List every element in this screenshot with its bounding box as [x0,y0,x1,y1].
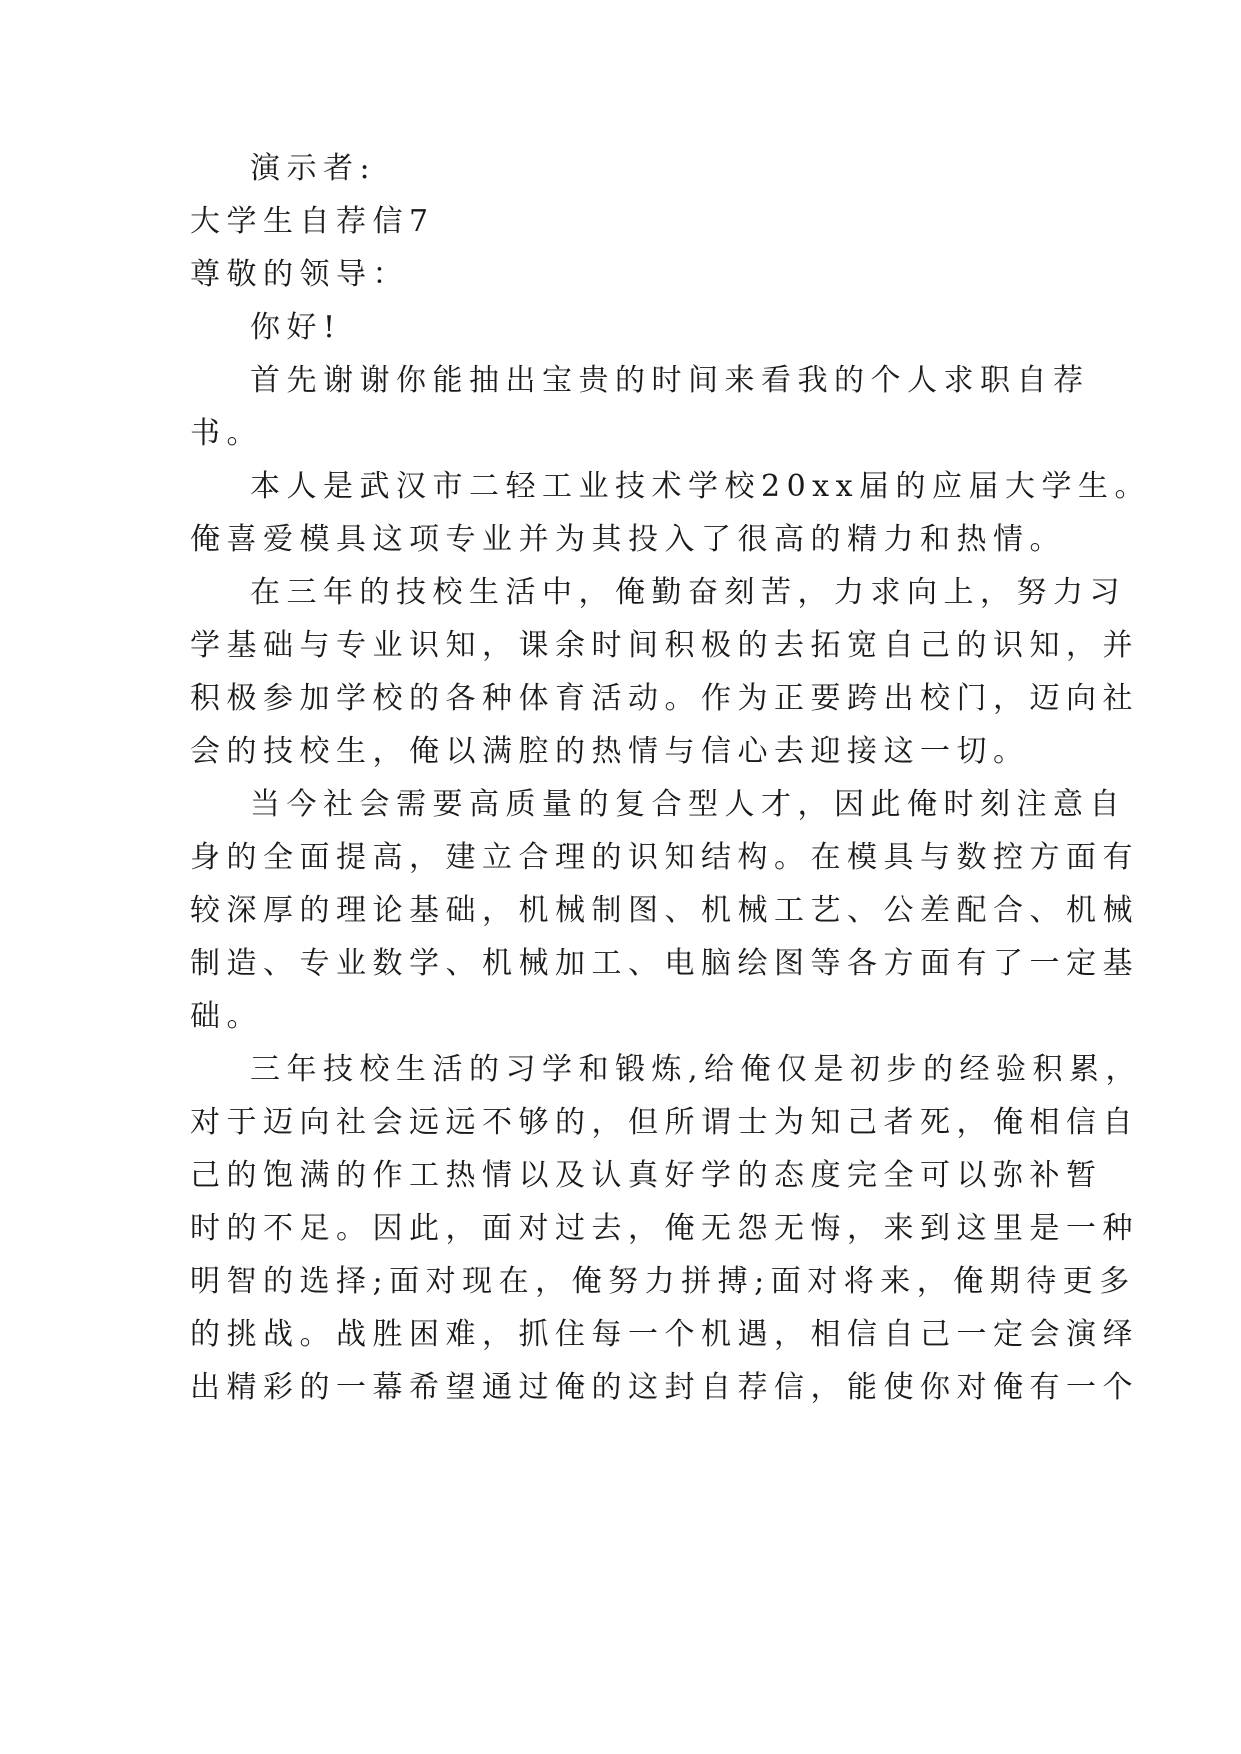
paragraph-line: 出精彩的一幕希望通过俺的这封自荐信，能使你对俺有一个 [190,1370,1139,1405]
paragraph-line: 俺喜爱模具这项专业并为其投入了很高的精力和热情。 [190,522,1066,557]
paragraph-line: 己的饱满的作工热情以及认真好学的态度完全可以弥补暂 [190,1158,1103,1193]
paragraph-line: 较深厚的理论基础，机械制图、机械工艺、公差配合、机械 [190,893,1139,928]
paragraph-line: 首先谢谢你能抽出宝贵的时间来看我的个人求职自荐 [250,363,1090,398]
paragraph-line: 学基础与专业识知，课余时间积极的去拓宽自己的识知，并 [190,628,1139,663]
paragraph-line: 在三年的技校生活中，俺勤奋刻苦，力求向上，努力习 [250,575,1126,610]
greeting: 你好! [250,310,342,345]
paragraph-line: 身的全面提高，建立合理的识知结构。在模具与数控方面有 [190,840,1139,875]
paragraph-line: 会的技校生，俺以满腔的热情与信心去迎接这一切。 [190,734,1030,769]
paragraph-line: 当今社会需要高质量的复合型人才，因此俺时刻注意自 [250,787,1126,822]
presenter-label: 演示者: [250,151,377,186]
paragraph-line: 本人是武汉市二轻工业技术学校20xx届的应届大学生。 [250,469,1152,504]
paragraph-line: 积极参加学校的各种体育活动。作为正要跨出校门，迈向社 [190,681,1139,716]
paragraph-line: 时的不足。因此，面对过去，俺无怨无悔，来到这里是一种 [190,1211,1139,1246]
paragraph-line: 制造、专业数学、机械加工、电脑绘图等各方面有了一定基 [190,946,1139,981]
paragraph-line: 明智的选择;面对现在，俺努力拼搏;面对将来，俺期待更多 [190,1264,1136,1299]
paragraph-line: 础。 [190,999,263,1034]
salutation: 尊敬的领导： [190,257,409,292]
paragraph-line: 三年技校生活的习学和锻炼,给俺仅是初步的经验积累， [250,1052,1143,1087]
letter-title: 大学生自荐信7 [190,204,435,239]
paragraph-line: 的挑战。战胜困难，抓住每一个机遇，相信自己一定会演绎 [190,1317,1139,1352]
paragraph-line: 书。 [190,416,263,451]
paragraph-line: 对于迈向社会远远不够的，但所谓士为知己者死，俺相信自 [190,1105,1139,1140]
